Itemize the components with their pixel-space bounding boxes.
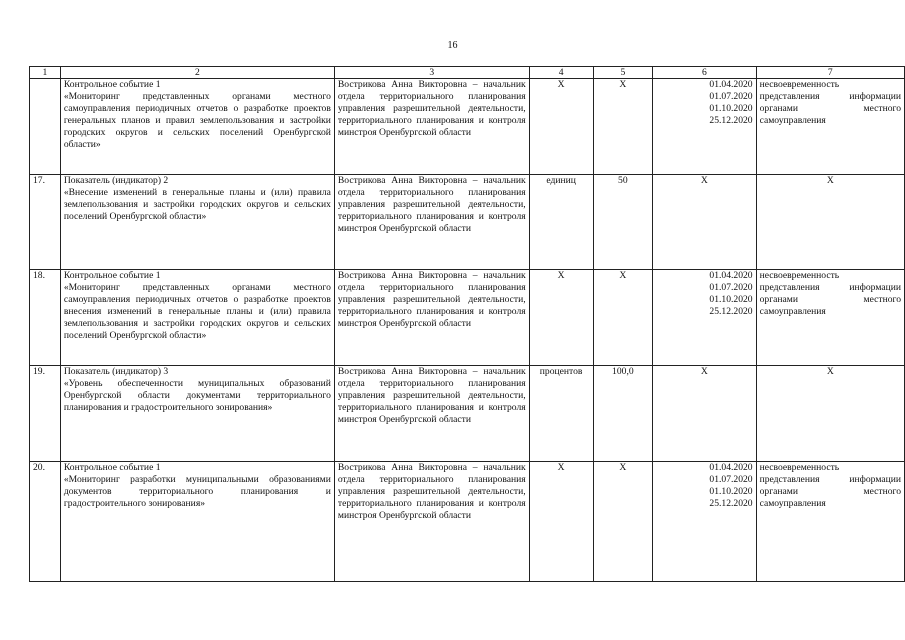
event-cell — [60, 175, 334, 270]
page-number: 16 — [447, 40, 458, 51]
row-number: 20. — [30, 462, 61, 582]
unit-cell: процентов — [529, 366, 593, 462]
responsible-cell: Вострикова Анна Викторовна – начальник отдела территориального планирования управления разрешительной деятельности, территориального планирования и контроля минстроя Оренбургской области — [334, 175, 529, 270]
column-header-4: 4 — [529, 67, 593, 79]
event-cell — [60, 462, 334, 582]
table-row — [30, 270, 905, 366]
dates-cell: Х — [653, 175, 756, 270]
table-header-row — [30, 67, 905, 79]
column-header-1: 1 — [30, 67, 61, 79]
unit-cell: Х — [529, 270, 593, 366]
event-title: Показатель (индикатор) 2 — [63, 175, 169, 186]
note-cell: Х — [756, 175, 904, 270]
value-cell: 100,0 — [593, 366, 653, 462]
value-cell: Х — [593, 462, 653, 582]
event-description: «Мониторинг представленных органами местного самоуправления периодичных отчетов о разработке проектов генеральных планов и правил землепользования и застройки городских округов и сельских поселений Оренбургской области» — [63, 91, 331, 151]
event-cell — [60, 366, 334, 462]
column-header-7: 7 — [756, 67, 904, 79]
unit-cell: Х — [529, 79, 593, 175]
event-title: Контрольное событие 1 — [63, 270, 161, 281]
row-number: 18. — [30, 270, 61, 366]
event-title: Показатель (индикатор) 3 — [63, 366, 169, 377]
value-cell: 50 — [593, 175, 653, 270]
event-title: Контрольное событие 1 — [63, 79, 161, 90]
responsible-cell: Вострикова Анна Викторовна – начальник отдела территориального планирования управления разрешительной деятельности, территориального планирования и контроля минстроя Оренбургской области — [334, 366, 529, 462]
column-header-5: 5 — [593, 67, 653, 79]
table-row — [30, 79, 905, 175]
row-number — [30, 79, 61, 175]
table-row — [30, 462, 905, 582]
column-header-2: 2 — [60, 67, 334, 79]
event-description: «Мониторинг разработки муниципальными образованиями документов территориального планирования и градостроительного зонирования» — [63, 474, 331, 510]
responsible-cell: Вострикова Анна Викторовна – начальник отдела территориального планирования управления разрешительной деятельности, территориального планирования и контроля минстроя Оренбургской области — [334, 79, 529, 175]
value-cell: Х — [593, 270, 653, 366]
event-description: «Уровень обеспеченности муниципальных образований Оренбургской области документами территориального планирования и градостроительного зонирования» — [63, 378, 331, 414]
responsible-cell: Вострикова Анна Викторовна – начальник отдела территориального планирования управления разрешительной деятельности, территориального планирования и контроля минстроя Оренбургской области — [334, 462, 529, 582]
responsible-cell: Вострикова Анна Викторовна – начальник отдела территориального планирования управления разрешительной деятельности, территориального планирования и контроля минстроя Оренбургской области — [334, 270, 529, 366]
event-title: Контрольное событие 1 — [63, 462, 161, 473]
table-row — [30, 175, 905, 270]
event-cell — [60, 79, 334, 175]
note-cell: несвоевременность представления информации органами местного самоуправления — [756, 79, 904, 175]
dates-cell: 01.04.2020 01.07.2020 01.10.2020 25.12.2020 — [653, 270, 756, 366]
dates-cell: 01.04.2020 01.07.2020 01.10.2020 25.12.2020 — [653, 79, 756, 175]
unit-cell: единиц — [529, 175, 593, 270]
note-cell: несвоевременность представления информации органами местного самоуправления — [756, 270, 904, 366]
event-description: «Внесение изменений в генеральные планы и (или) правила землепользования и застройки городских округов и сельских поселений Оренбургской области» — [63, 187, 331, 223]
column-header-3: 3 — [334, 67, 529, 79]
column-header-6: 6 — [653, 67, 756, 79]
row-number: 17. — [30, 175, 61, 270]
event-description: «Мониторинг представленных органами местного самоуправления периодичных отчетов о разработке проектов внесения изменений в генеральные планы и (или) правила землепользования и застройки городских округов и сельских поселений Оренбургской области» — [63, 282, 331, 342]
event-cell — [60, 270, 334, 366]
unit-cell: Х — [529, 462, 593, 582]
dates-cell: 01.04.2020 01.07.2020 01.10.2020 25.12.2020 — [653, 462, 756, 582]
dates-cell: Х — [653, 366, 756, 462]
note-cell: Х — [756, 366, 904, 462]
plan-table — [29, 66, 905, 582]
note-cell: несвоевременность представления информации органами местного самоуправления — [756, 462, 904, 582]
row-number: 19. — [30, 366, 61, 462]
value-cell: Х — [593, 79, 653, 175]
table-row — [30, 366, 905, 462]
